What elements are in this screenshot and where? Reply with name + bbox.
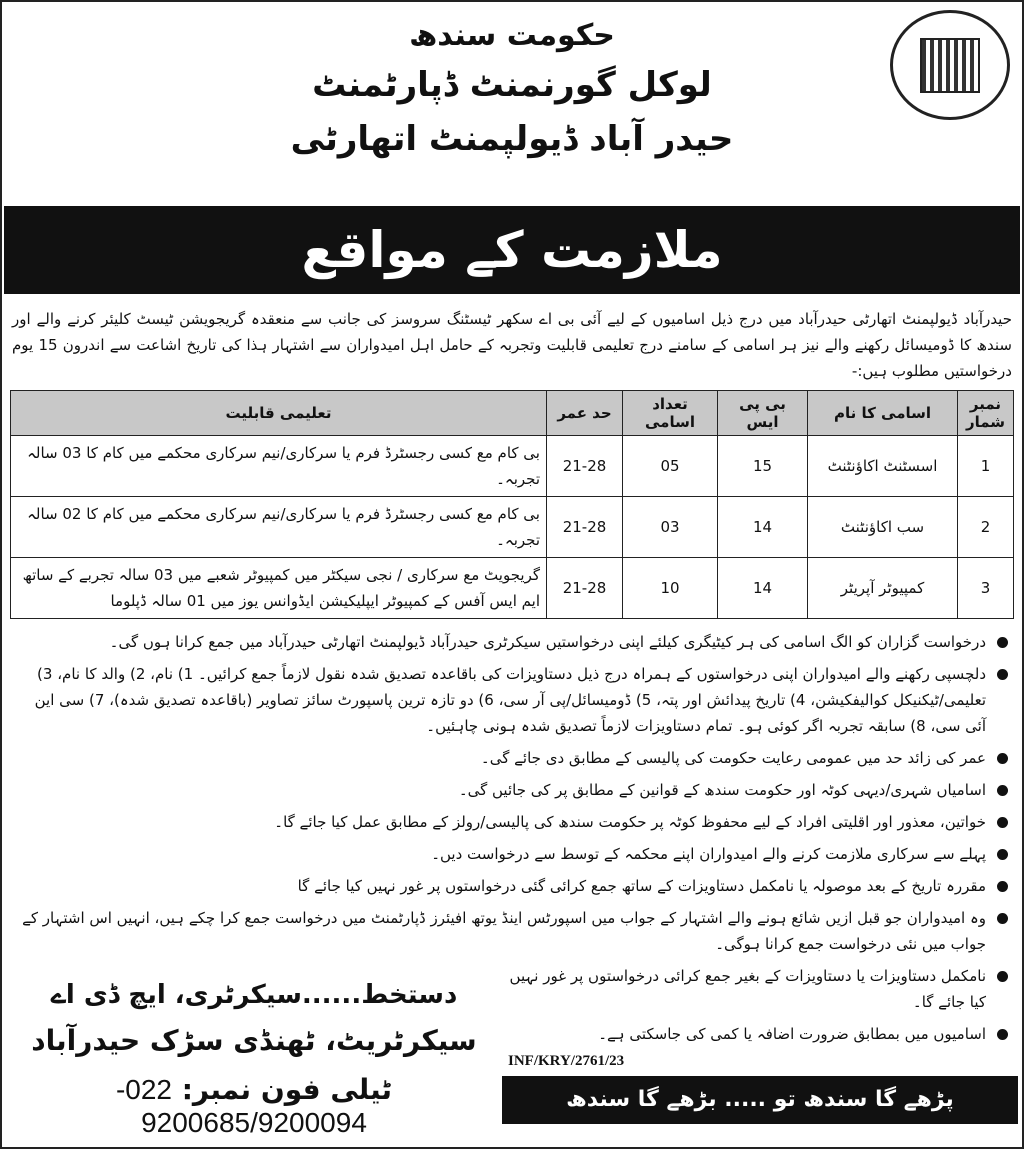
- address-line: سیکرٹریٹ، ٹھنڈی سڑک حیدرآباد: [31, 1024, 477, 1058]
- col-serial: نمبر شمار: [958, 391, 1014, 436]
- cell: گریجویٹ مع سرکاری / نجی سیکٹر میں کمپیوٹر شعبے میں 03 سالہ تجربے کے ساتھ ایم ایس آفس کے کمپیوٹر ایپلیکیشن ایڈوانس یوز میں 01 سالہ ڈپلوما: [11, 558, 547, 619]
- phone-label: ٹیلی فون نمبر:: [181, 1072, 393, 1106]
- cell: 14: [718, 497, 808, 558]
- list-item: پہلے سے سرکاری ملازمت کرنے والے امیدواران اپنے محکمہ کے توسط سے درخواست دیں۔: [14, 841, 1010, 867]
- hda-logo: [890, 10, 1010, 120]
- cell: 14: [718, 558, 808, 619]
- col-count: تعداد اسامی: [623, 391, 718, 436]
- cell: بی کام مع کسی رجسٹرڈ فرم یا سرکاری/نیم سرکاری محکمے میں کام کا 02 سالہ تجربہ۔: [11, 497, 547, 558]
- cell: 2: [958, 497, 1014, 558]
- phone-line: [16, 1073, 492, 1139]
- col-age: حد عمر: [547, 391, 623, 436]
- list-item: دلچسپی رکھنے والے امیدواران اپنی درخواستوں کے ہمراہ درج ذیل دستاویزات کی باقاعدہ تصدیق شدہ نقول لازماً جمع کرائیں۔ 1) نام، 2) والد کا نام، 3) تعلیمی/ٹیکنیکل کوالیفکیشن، 4) تاریخ پیدائش اور پتہ، 5) ڈومیسائل/پی آر سی، 6) دو تازہ ترین پاسپورٹ سائز تصاویر (باقاعدہ تصدیق شدہ)، 7) سی این آئی سی، 8) سابقہ تجربہ اگر کوئی ہو۔ تمام دستاویزات لازماً تصدیق شدہ ہونی چاہئیں۔: [14, 661, 1010, 739]
- list-item: اسامیاں شہری/دیہی کوٹہ اور حکومت سندھ کے قوانین کے مطابق پر کی جائیں گی۔: [14, 777, 1010, 803]
- header: [2, 2, 1022, 202]
- cell: 21-28: [547, 497, 623, 558]
- list-item: عمر کی زائد حد میں عمومی رعایت حکومت کی پالیسی کے مطابق دی جائے گی۔: [14, 745, 1010, 771]
- cell: 21-28: [547, 558, 623, 619]
- col-post-name: اسامی کا نام: [808, 391, 958, 436]
- list-item: مقررہ تاریخ کے بعد موصولہ یا نامکمل دستاویزات کے ساتھ جمع کرائی گئی درخواستوں پر غور نہیں کیا جائے گا: [14, 873, 1010, 899]
- conditions-list-continued: [508, 963, 1010, 1047]
- phone-number: 022-9200685/9200094: [115, 1073, 367, 1138]
- cell: سب اکاؤنٹنٹ: [808, 497, 958, 558]
- list-item: خواتین، معذور اور اقلیتی افراد کے لیے محفوظ کوٹہ پر حکومت سندھ کی پالیسی/رولز کے مطابق عمل کیا جائے گا۔: [14, 809, 1010, 835]
- cell: 1: [958, 436, 1014, 497]
- table-row: [11, 497, 1014, 558]
- cell: 3: [958, 558, 1014, 619]
- list-item: اسامیوں میں بمطابق ضرورت اضافہ یا کمی کی جاسکتی ہے۔: [508, 1021, 1010, 1047]
- list-item: نامکمل دستاویزات یا دستاویزات کے بغیر جمع کرائی درخواستوں پر غور نہیں کیا جائے گا۔: [508, 963, 1010, 1015]
- table-header-row: [11, 391, 1014, 436]
- bottom-section: [2, 963, 1022, 1139]
- jobs-banner: ملازمت کے مواقع: [4, 206, 1020, 294]
- cell: 21-28: [547, 436, 623, 497]
- department-title: لوکل گورنمنٹ ڈپارٹمنٹ: [312, 65, 712, 105]
- conditions-list: [14, 629, 1010, 957]
- building-icon: [920, 38, 980, 93]
- intro-paragraph: حیدرآباد ڈیولپمنٹ اتھارٹی حیدرآباد میں درج ذیل اسامیوں کے لیے آئی بی اے سکھر ٹیسٹنگ سروسز کی جانب سے منعقدہ گریجویشن ٹیسٹ کلیئر کرنے والے اور سندھ کا ڈومیسائل رکھنے والے نیز ہر اسامی کے سامنے درج تعلیمی قابلیت وتجربہ کے حامل اہل امیدواران سے اشتہار ہذا کی تاریخ اشاعت سے اندرون 15 یوم درخواستیں مطلوب ہیں:-: [12, 310, 1012, 380]
- govt-title: حکومت سندھ: [409, 18, 615, 53]
- reference-number: INF/KRY/2761/23: [508, 1053, 625, 1069]
- list-item: وہ امیدواران جو قبل ازیں شائع ہونے والے اشتہار کے جواب میں اسپورٹس اینڈ یوتھ افیئرز ڈپارٹمنٹ میں درخواست جمع کرا چکے ہیں، انہیں اس اشتہار کے جواب میں نئی درخواست جمع کرانا ہوگی۔: [14, 905, 1010, 957]
- table-row: [11, 436, 1014, 497]
- col-bps: بی پی ایس: [718, 391, 808, 436]
- signature-line: دستخط......سیکرٹری، ایچ ڈی اے: [50, 980, 458, 1010]
- slogan-bar: پڑھے گا سندھ تو ..... بڑھے گا سندھ: [502, 1076, 1018, 1124]
- list-item: درخواست گزاران کو الگ اسامی کی ہر کیٹیگری کیلئے اپنی درخواستیں سیکرٹری حیدرآباد ڈیولپمنٹ اتھارٹی حیدرآباد میں جمع کرانا ہوں گی۔: [14, 629, 1010, 655]
- table-row: [11, 558, 1014, 619]
- posts-table: [10, 390, 1014, 619]
- col-qualification: تعلیمی قابلیت: [11, 391, 547, 436]
- authority-title: حیدر آباد ڈیولپمنٹ اتھارٹی: [290, 119, 734, 160]
- cell: اسسٹنٹ اکاؤنٹنٹ: [808, 436, 958, 497]
- cell: 05: [623, 436, 718, 497]
- cell: 15: [718, 436, 808, 497]
- signature-block: [2, 963, 502, 1139]
- cell: 03: [623, 497, 718, 558]
- bottom-right-block: [502, 963, 1022, 1124]
- cell: کمپیوٹر آپریٹر: [808, 558, 958, 619]
- cell: 10: [623, 558, 718, 619]
- cell: بی کام مع کسی رجسٹرڈ فرم یا سرکاری/نیم سرکاری محکمے میں کام کا 03 سالہ تجربہ۔: [11, 436, 547, 497]
